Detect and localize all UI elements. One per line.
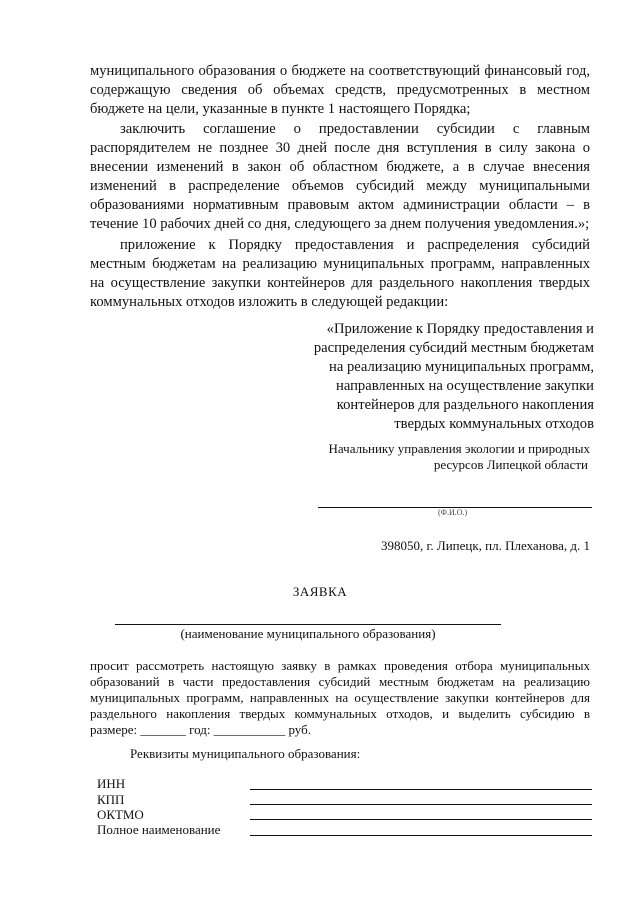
requisite-line-kpp (250, 804, 592, 805)
appendix-title-line: «Приложение к Порядку предоставления и (326, 321, 594, 337)
requisites-heading: Реквизиты муниципального образования: (130, 746, 361, 761)
paragraph-text: муниципального образования о бюджете на соответствующий финансовый год, содержащую сведения об объемах средств, предусмотренных в местном бюджете на цели, указанные в пункте 1 настоящего Порядка; (90, 63, 590, 117)
appendix-title-line: твердых коммунальных отходов (394, 416, 594, 432)
requisite-line-oktmo (250, 819, 592, 820)
municipality-name-underline (115, 624, 501, 625)
requisite-label-inn: ИНН (97, 776, 126, 791)
requisite-line-inn (250, 789, 592, 790)
requisite-label-full-name: Полное наименование (97, 822, 221, 837)
requisite-line-full-name (250, 835, 592, 836)
appendix-title-line: на реализацию муниципальных программ, (329, 359, 594, 375)
paragraph-agreement (90, 120, 590, 234)
paragraph-text: заключить соглашение о предоставлении субсидии с главным распорядителем не позднее 30 дней после дня вступления в силу закона о внесении изменений в закон об областном бюджете, а в случае внесения изменений в распределение объемов субсидий между муниципальными образованиями нормативным правовым актом администрации области – в течение 10 рабочих дней со дня, следующего за днем получения уведомления.»; (90, 121, 590, 232)
addressee-line: Начальнику управления экологии и природных (328, 441, 590, 456)
application-title: ЗАЯВКА (292, 584, 348, 599)
paragraph-text: приложение к Порядку предоставления и распределения субсидий местным бюджетам на реализацию муниципальных программ, направленных на осуществление закупки контейнеров для раздельного накопления твердых коммунальных отходов изложить в следующей редакции: (90, 237, 590, 310)
request-text: просит рассмотреть настоящую заявку в рамках проведения отбора муниципальных образований в части предоставления субсидий местным бюджетам на реализацию муниципальных программ, направленных на осуществление закупки контейнеров для раздельного накопления твердых коммунальных отходов, и выделить субсидию в размере: _______ год: ___________ руб. (90, 658, 590, 737)
fio-caption: (Ф.И.О.) (438, 508, 468, 517)
appendix-title-line: распределения субсидий местным бюджетам (313, 340, 594, 356)
address-line: 398050, г. Липецк, пл. Плеханова, д. 1 (381, 538, 590, 553)
requisite-label-oktmo: ОКТМО (97, 807, 144, 822)
municipality-caption: (наименование муниципального образования) (180, 626, 436, 641)
appendix-title-line: направленных на осуществление закупки (336, 378, 594, 394)
addressee-block (290, 441, 590, 473)
requisite-label-kpp: КПП (97, 792, 125, 807)
appendix-title (274, 320, 594, 434)
paragraph-appendix-intro (90, 236, 590, 312)
addressee-line: ресурсов Липецкой области (433, 457, 588, 472)
paragraph-budget-info (90, 62, 590, 119)
appendix-title-line: контейнеров для раздельного накопления (336, 397, 594, 413)
